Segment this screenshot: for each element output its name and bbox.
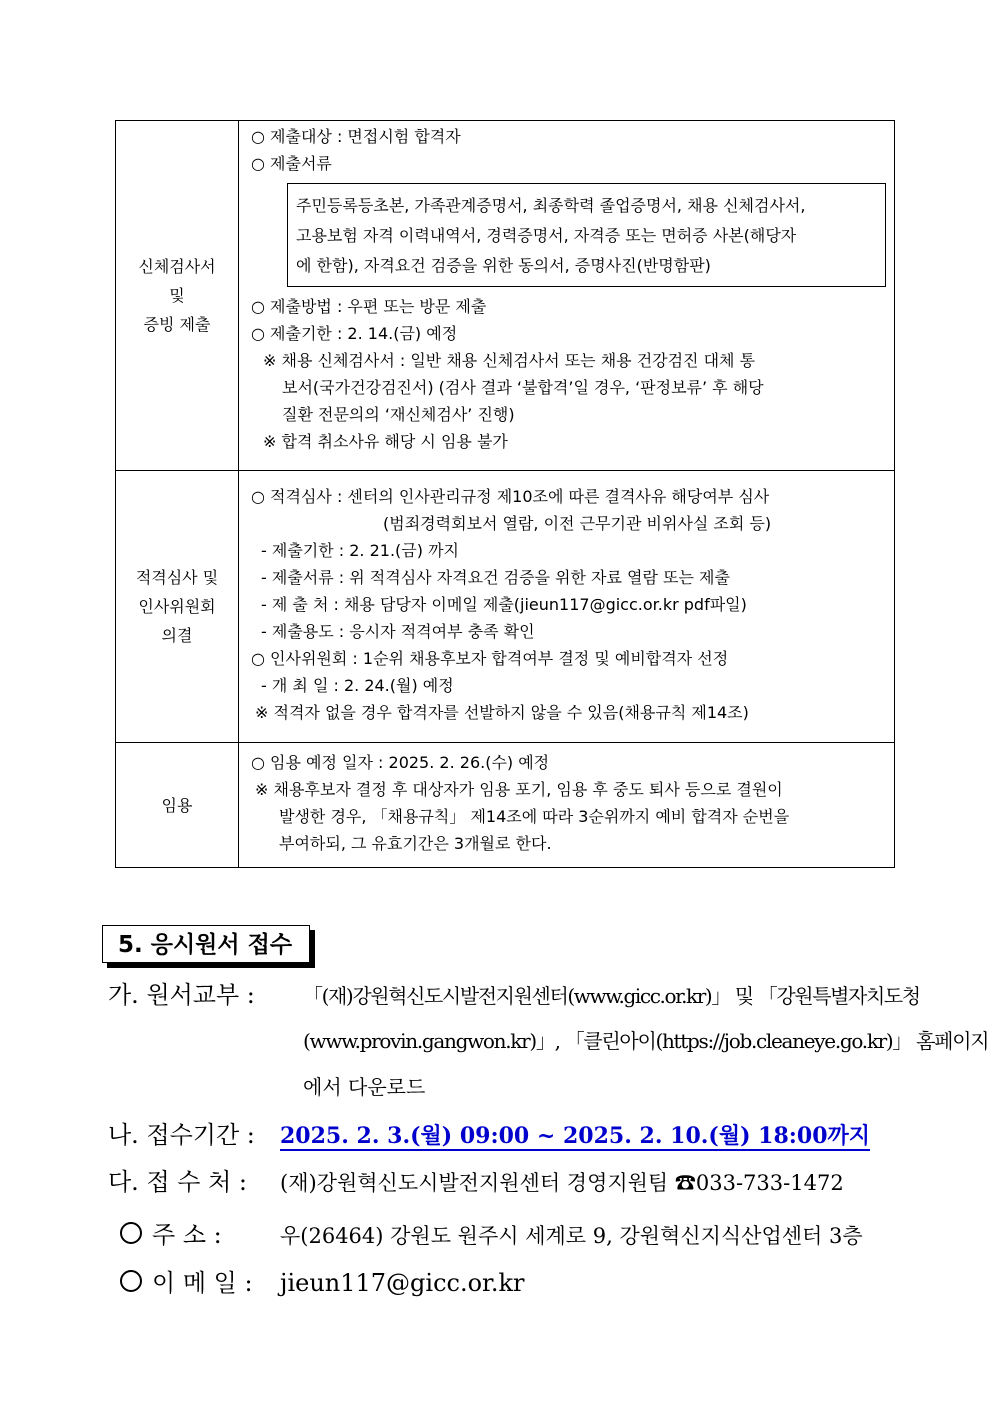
application-form-row [108, 978, 920, 1013]
application-period-row [108, 1118, 870, 1152]
row-content-appointment [239, 743, 895, 868]
circle-bullet-icon [120, 1222, 142, 1244]
application-office-row [108, 1165, 844, 1200]
screening-line: ※ 적격자 없을 경우 합격자를 선발하지 않을 수 있음(채용규칙 제14조) [255, 703, 749, 722]
application-office-label: 다. 접 수 처 : [108, 1168, 247, 1196]
appointment-note: 발생한 경우, 「채용규칙」 제14조에 따라 3순위까지 예비 합격자 순번을 [279, 807, 790, 826]
required-docs-box [287, 183, 886, 287]
address-row [120, 1218, 863, 1253]
application-form-text: 「(재)강원혁신도시발전지원센터(www.gicc.or.kr)」 및 「강원특별자치도청 [303, 984, 920, 1008]
label-line: 적격심사 및 [135, 568, 219, 587]
table-row [116, 121, 895, 471]
appointment-note: ※ 채용후보자 결정 후 대상자가 임용 포기, 임용 후 중도 퇴사 등으로 결원이 [255, 780, 783, 799]
label-line: 증빙 제출 [143, 315, 211, 334]
appointment-note: 부여하되, 그 유효기간은 3개월로 한다. [279, 834, 552, 853]
note-line: ※ 채용 신체검사서 : 일반 채용 신체검사서 또는 채용 건강검진 대체 통 [263, 351, 756, 370]
submit-target: ○ 제출대상 : 면접시험 합격자 [251, 127, 461, 146]
appointment-line: ○ 임용 예정 일자 : 2025. 2. 26.(수) 예정 [251, 753, 550, 772]
address-label: 주 소 : [152, 1221, 222, 1249]
application-period-label: 나. 접수기간 : [108, 1121, 255, 1149]
row-label-appointment [116, 743, 239, 868]
screening-line: ○ 적격심사 : 센터의 인사관리규정 제10조에 따른 결격사유 해당여부 심사 [251, 487, 770, 506]
screening-line: - 제출용도 : 응시자 적격여부 충족 확인 [261, 622, 535, 641]
row-content-screening [239, 471, 895, 743]
application-office-value: (재)강원혁신도시발전지원센터 경영지원팀 ☎033-733-1472 [280, 1171, 844, 1195]
docs-line: 에 한함), 자격요건 검증을 위한 동의서, 증명사진(반명함판) [296, 256, 711, 275]
screening-line: - 개 최 일 : 2. 24.(월) 예정 [261, 676, 454, 695]
recruitment-table [115, 120, 895, 868]
note-line: 질환 전문의의 ‘재신체검사’ 진행) [282, 405, 515, 424]
docs-line: 주민등록등초본, 가족관계증명서, 최종학력 졸업증명서, 채용 신체검사서, [296, 196, 806, 215]
table-row [116, 471, 895, 743]
row-content-health-check [239, 121, 895, 471]
label-line: 임용 [161, 795, 193, 815]
screening-line: - 제출기한 : 2. 21.(금) 까지 [261, 541, 459, 560]
submit-docs: ○ 제출서류 [251, 154, 332, 173]
label-line: 인사위원회 [138, 597, 216, 616]
note-line: 보서(국가건강검진서) (검사 결과 ‘불합격’일 경우, ‘판정보류’ 후 해당 [282, 378, 764, 397]
application-period-value: 2025. 2. 3.(월) 09:00 ~ 2025. 2. 10.(월) 18:00까지 [280, 1123, 871, 1149]
label-line: 의결 [161, 626, 193, 645]
circle-bullet-icon [120, 1270, 142, 1292]
address-value: 우(26464) 강원도 원주시 세계로 9, 강원혁신지식산업센터 3층 [280, 1224, 863, 1248]
screening-line: - 제출서류 : 위 적격심사 자격요건 검증을 위한 자료 열람 또는 제출 [261, 568, 730, 587]
label-line: 및 [169, 286, 185, 305]
submit-method: ○ 제출방법 : 우편 또는 방문 제출 [251, 297, 487, 316]
application-form-text: 에서 다운로드 [303, 1075, 426, 1099]
label-line: 신체검사서 [138, 257, 216, 276]
docs-line: 고용보험 자격 이력내역서, 경력증명서, 자격증 또는 면허증 사본(해당자 [296, 226, 797, 245]
screening-line: - 제 출 처 : 채용 담당자 이메일 제출(jieun117@gicc.or.kr pdf파일) [261, 595, 747, 614]
note-line: ※ 합격 취소사유 해당 시 임용 불가 [263, 432, 508, 451]
application-form-text: (www.provin.gangwon.kr)」, 「클린아이(https://job.cleaneye.go.kr)」 홈페이지 [303, 1029, 989, 1053]
row-label-screening [116, 471, 239, 743]
row-label-health-check [116, 121, 239, 471]
screening-line: (범죄경력회보서 열람, 이전 근무기관 비위사실 조회 등) [383, 514, 772, 533]
email-value[interactable]: jieun117@gicc.or.kr [280, 1269, 525, 1297]
section-title: 5. 응시원서 접수 [102, 925, 310, 963]
email-label: 이 메 일 : [152, 1269, 253, 1297]
submit-deadline: ○ 제출기한 : 2. 14.(금) 예정 [251, 324, 458, 343]
application-form-label: 가. 원서교부 : [108, 981, 255, 1009]
email-row [120, 1266, 525, 1300]
table-row [116, 743, 895, 868]
screening-line: ○ 인사위원회 : 1순위 채용후보자 합격여부 결정 및 예비합격자 선정 [251, 649, 729, 668]
